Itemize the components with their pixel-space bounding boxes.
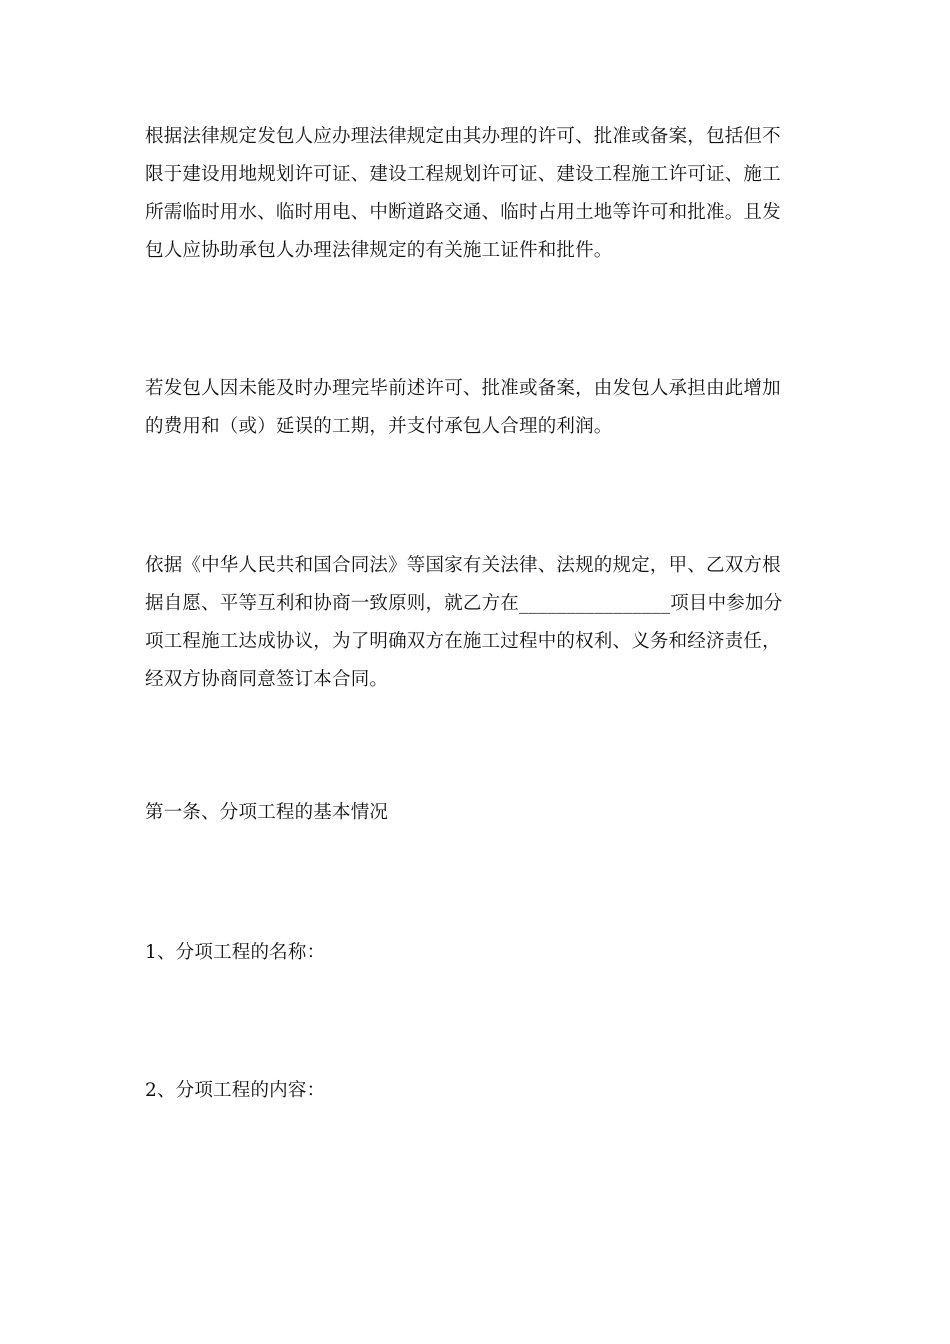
- paragraph-1-line-4: 包人应协助承包人办理法律规定的有关施工证件和批件。: [145, 240, 613, 261]
- item-2: 2、分项工程的内容：: [145, 1080, 326, 1101]
- item-1: 1、分项工程的名称：: [145, 942, 326, 963]
- paragraph-1-line-1: 根据法律规定发包人应办理法律规定由其办理的许可、批准或备案，包括但不: [145, 126, 781, 147]
- paragraph-1-line-3: 所需临时用水、临时用电、中断道路交通、临时占用土地等许可和批准。且发: [145, 202, 781, 223]
- paragraph-3-line-4: 经双方协商同意签订本合同。: [145, 669, 389, 690]
- paragraph-2-line-2: 的费用和（或）延误的工期，并支付承包人合理的利润。: [145, 416, 613, 437]
- paragraph-2-line-1: 若发包人因未能及时办理完毕前述许可、批准或备案，由发包人承担由此增加: [145, 378, 781, 399]
- paragraph-3-line-2: 据自愿、平等互利和协商一致原则，就乙方在________________项目中参加分: [145, 593, 783, 614]
- paragraph-3-line-1: 依据《中华人民共和国合同法》等国家有关法律、法规的规定，甲、乙双方根: [145, 555, 781, 576]
- paragraph-1-line-2: 限于建设用地规划许可证、建设工程规划许可证、建设工程施工许可证、施工: [145, 164, 781, 185]
- paragraph-3-line-3: 项工程施工达成协议，为了明确双方在施工过程中的权利、义务和经济责任，: [145, 631, 781, 652]
- article-heading: 第一条、分项工程的基本情况: [145, 802, 389, 823]
